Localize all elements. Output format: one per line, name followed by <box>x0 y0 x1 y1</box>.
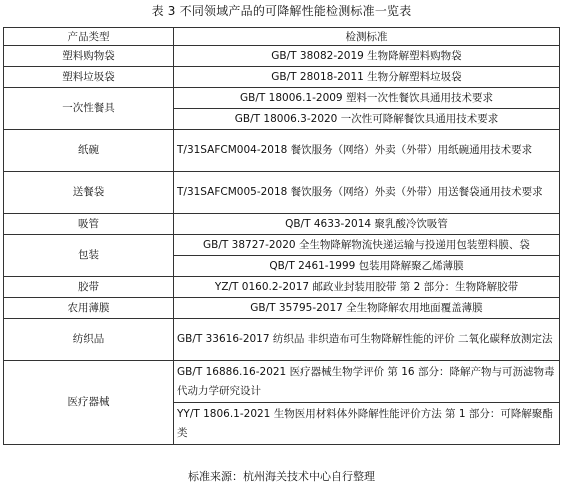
standards-table <box>3 27 560 445</box>
category-cell: 一次性餐具 <box>4 88 174 130</box>
standard-cell: GB/T 38082-2019 生物降解塑料购物袋 <box>174 46 560 67</box>
table-row <box>4 319 560 361</box>
table-row <box>4 130 560 172</box>
standard-cell: GB/T 38727-2020 全生物降解物流快递运输与投递用包装塑料膜、袋 <box>174 235 560 256</box>
standard-cell: YY/T 1806.1-2021 生物医用材料体外降解性能评价方法 第 1 部分：可降解聚酯类 <box>174 403 560 445</box>
category-cell: 医疗器械 <box>4 361 174 445</box>
table-row <box>4 46 560 67</box>
standard-cell: YZ/T 0160.2-2017 邮政业封装用胶带 第 2 部分：生物降解胶带 <box>174 277 560 298</box>
standard-cell: GB/T 18006.3-2020 一次性可降解餐饮具通用技术要求 <box>174 109 560 130</box>
category-cell: 送餐袋 <box>4 172 174 214</box>
standard-cell: T/31SAFCM005-2018 餐饮服务（网络）外卖（外带）用送餐袋通用技术要求 <box>174 172 560 214</box>
category-cell: 塑料购物袋 <box>4 46 174 67</box>
standard-cell: GB/T 16886.16-2021 医疗器械生物学评价 第 16 部分：降解产物与可沥滤物毒代动力学研究设计 <box>174 361 560 403</box>
category-cell: 吸管 <box>4 214 174 235</box>
table-row <box>4 214 560 235</box>
standard-cell: T/31SAFCM004-2018 餐饮服务（网络）外卖（外带）用纸碗通用技术要求 <box>174 130 560 172</box>
table-row <box>4 172 560 214</box>
table-row <box>4 235 560 256</box>
table-row <box>4 67 560 88</box>
standard-cell: GB/T 18006.1-2009 塑料一次性餐饮具通用技术要求 <box>174 88 560 109</box>
header-product-type: 产品类型 <box>4 28 174 46</box>
standard-cell: QB/T 2461-1999 包装用降解聚乙烯薄膜 <box>174 256 560 277</box>
category-cell: 塑料垃圾袋 <box>4 67 174 88</box>
table-row <box>4 298 560 319</box>
table-row <box>4 88 560 109</box>
standard-cell: GB/T 33616-2017 纺织品 非织造布可生物降解性能的评价 二氧化碳释放测定法 <box>174 319 560 361</box>
category-cell: 农用薄膜 <box>4 298 174 319</box>
table-row <box>4 277 560 298</box>
table-header-row <box>4 28 560 46</box>
table-row <box>4 361 560 403</box>
header-test-standard: 检测标准 <box>174 28 560 46</box>
category-cell: 纸碗 <box>4 130 174 172</box>
standard-cell: GB/T 28018-2011 生物分解塑料垃圾袋 <box>174 67 560 88</box>
category-cell: 胶带 <box>4 277 174 298</box>
standard-cell: GB/T 35795-2017 全生物降解农用地面覆盖薄膜 <box>174 298 560 319</box>
category-cell: 纺织品 <box>4 319 174 361</box>
table-caption: 表 3 不同领域产品的可降解性能检测标准一览表 <box>151 4 412 18</box>
table-source-note: 标准来源：杭州海关技术中心自行整理 <box>188 470 375 483</box>
category-cell: 包装 <box>4 235 174 277</box>
standard-cell: QB/T 4633-2014 聚乳酸冷饮吸管 <box>174 214 560 235</box>
